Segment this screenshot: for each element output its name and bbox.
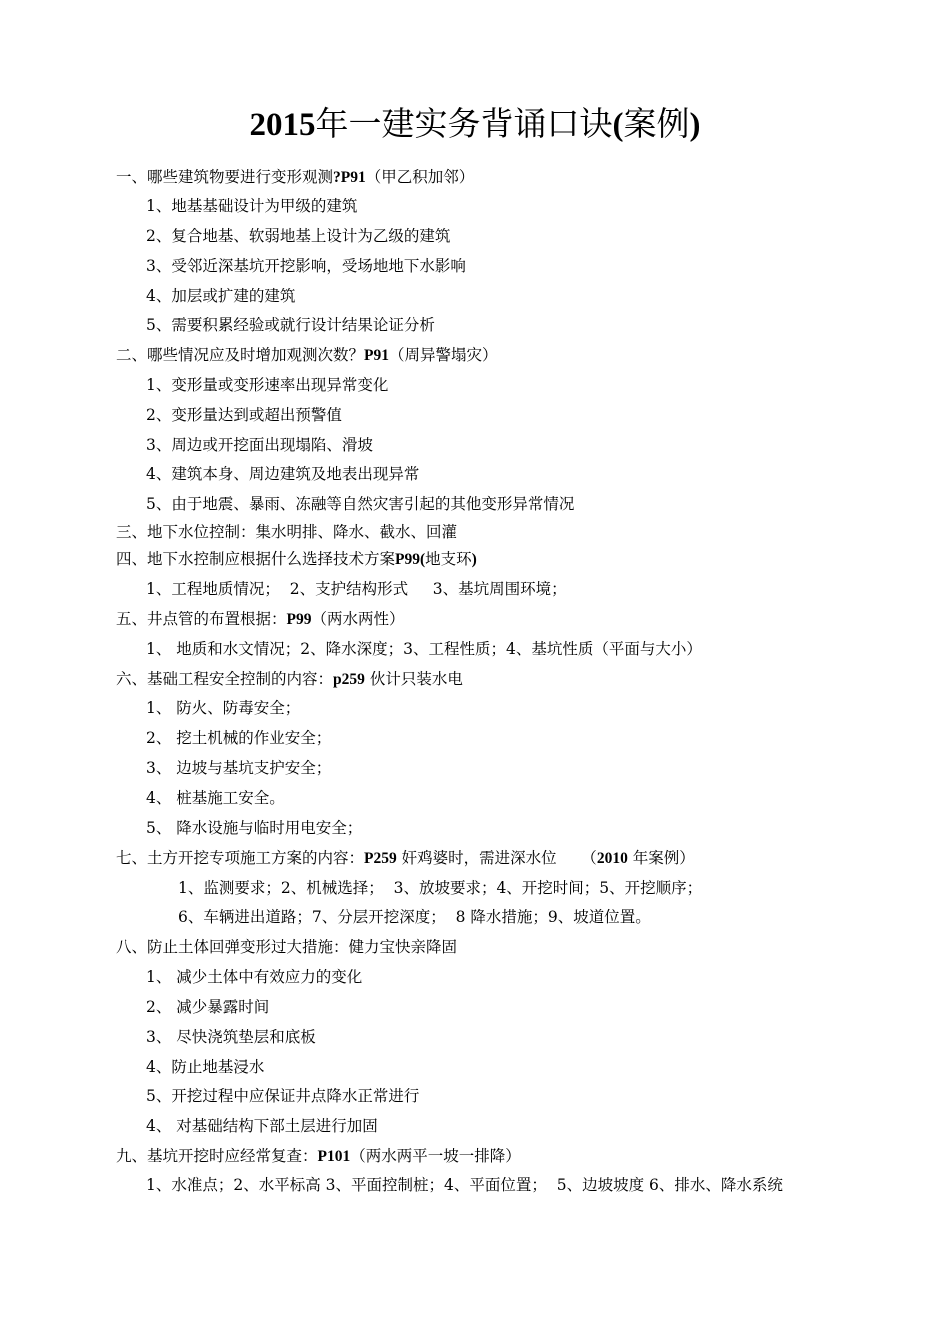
section-2-item: 3、周边或开挖面出现塌陷、滑坡 (146, 436, 373, 454)
section-8-item: 2、 减少暴露时间 (146, 998, 270, 1016)
section-5-item: 1、 地质和水文情况；2、降水深度；3、工程性质；4、基坑性质（平面与大小） (146, 640, 702, 658)
section-8-item: 3、 尽快浇筑垫层和底板 (146, 1028, 316, 1046)
section-6-item: 1、 防火、防毒安全； (146, 699, 301, 717)
section-7-heading: 七、土方开挖专项施工方案的内容：P259 奸鸡婆时，需进深水位 （2010 年案例） (116, 849, 695, 867)
section-9-heading: 九、基坑开挖时应经常复查：P101（两水两平一坡一排降） (116, 1147, 521, 1165)
section-1-item: 5、需要积累经验或就行设计结果论证分析 (146, 316, 435, 334)
section-2-item: 5、由于地震、暴雨、冻融等自然灾害引起的其他变形异常情况 (146, 495, 575, 513)
section-8-item: 4、 对基础结构下部土层进行加固 (146, 1117, 378, 1135)
document-title (0, 102, 950, 147)
section-2-item: 1、变形量或变形速率出现异常变化 (146, 376, 389, 394)
section-1-item: 4、加层或扩建的建筑 (146, 287, 296, 305)
section-1-item: 1、地基基础设计为甲级的建筑 (146, 197, 358, 215)
section-8-item: 5、开挖过程中应保证井点降水正常进行 (146, 1087, 420, 1105)
title-year: 2015 (249, 107, 316, 143)
section-7-item: 6、车辆进出道路；7、分层开挖深度； 8 降水措施；9、坡道位置。 (178, 908, 651, 926)
section-8-item: 1、 减少土体中有效应力的变化 (146, 968, 363, 986)
section-1-heading: 一、哪些建筑物要进行变形观测?P91（甲乙积加邻） (116, 168, 475, 186)
title-text-case: 案例 (623, 104, 690, 143)
section-5-heading: 五、井点管的布置根据：P99（两水两性） (116, 610, 405, 628)
section-9-item: 1、水准点；2、水平标高 3、平面控制桩；4、平面位置； 5、边坡坡度 6、排水、降水系统 (146, 1176, 783, 1194)
section-6-item: 4、 桩基施工安全。 (146, 789, 285, 807)
section-6-item: 3、 边坡与基坑支护安全； (146, 759, 332, 777)
section-7-item: 1、监测要求；2、机械选择； 3、放坡要求；4、开挖时间；5、开挖顺序； (178, 879, 703, 897)
section-6-heading: 六、基础工程安全控制的内容：p259 伙计只装水电 (116, 670, 463, 688)
section-2-item: 2、变形量达到或超出预警值 (146, 406, 342, 424)
section-8-heading: 八、防止土体回弹变形过大措施：健力宝快亲降固 (116, 938, 458, 956)
section-2-item: 4、建筑本身、周边建筑及地表出现异常 (146, 465, 420, 483)
section-1-item: 2、复合地基、软弱地基上设计为乙级的建筑 (146, 227, 451, 245)
section-4-item: 1、工程地质情况； 2、支护结构形式 3、基坑周围环境； (146, 580, 567, 598)
section-2-heading: 二、哪些情况应及时增加观测次数？P91（周异警塌灾） (116, 346, 498, 364)
title-paren-open: ( (612, 107, 624, 143)
section-6-item: 2、 挖土机械的作业安全； (146, 729, 332, 747)
title-paren-close: ) (689, 107, 701, 143)
section-4-heading: 四、地下水控制应根据什么选择技术方案P99(地支环) (116, 550, 477, 568)
section-1-item: 3、受邻近深基坑开挖影响，受场地地下水影响 (146, 257, 466, 275)
section-3-heading: 三、地下水位控制：集水明排、降水、截水、回灌 (116, 523, 458, 541)
section-8-item: 4、防止地基浸水 (146, 1058, 265, 1076)
section-6-item: 5、 降水设施与临时用电安全； (146, 819, 363, 837)
title-text: 年一建实务背诵口诀 (315, 104, 613, 143)
